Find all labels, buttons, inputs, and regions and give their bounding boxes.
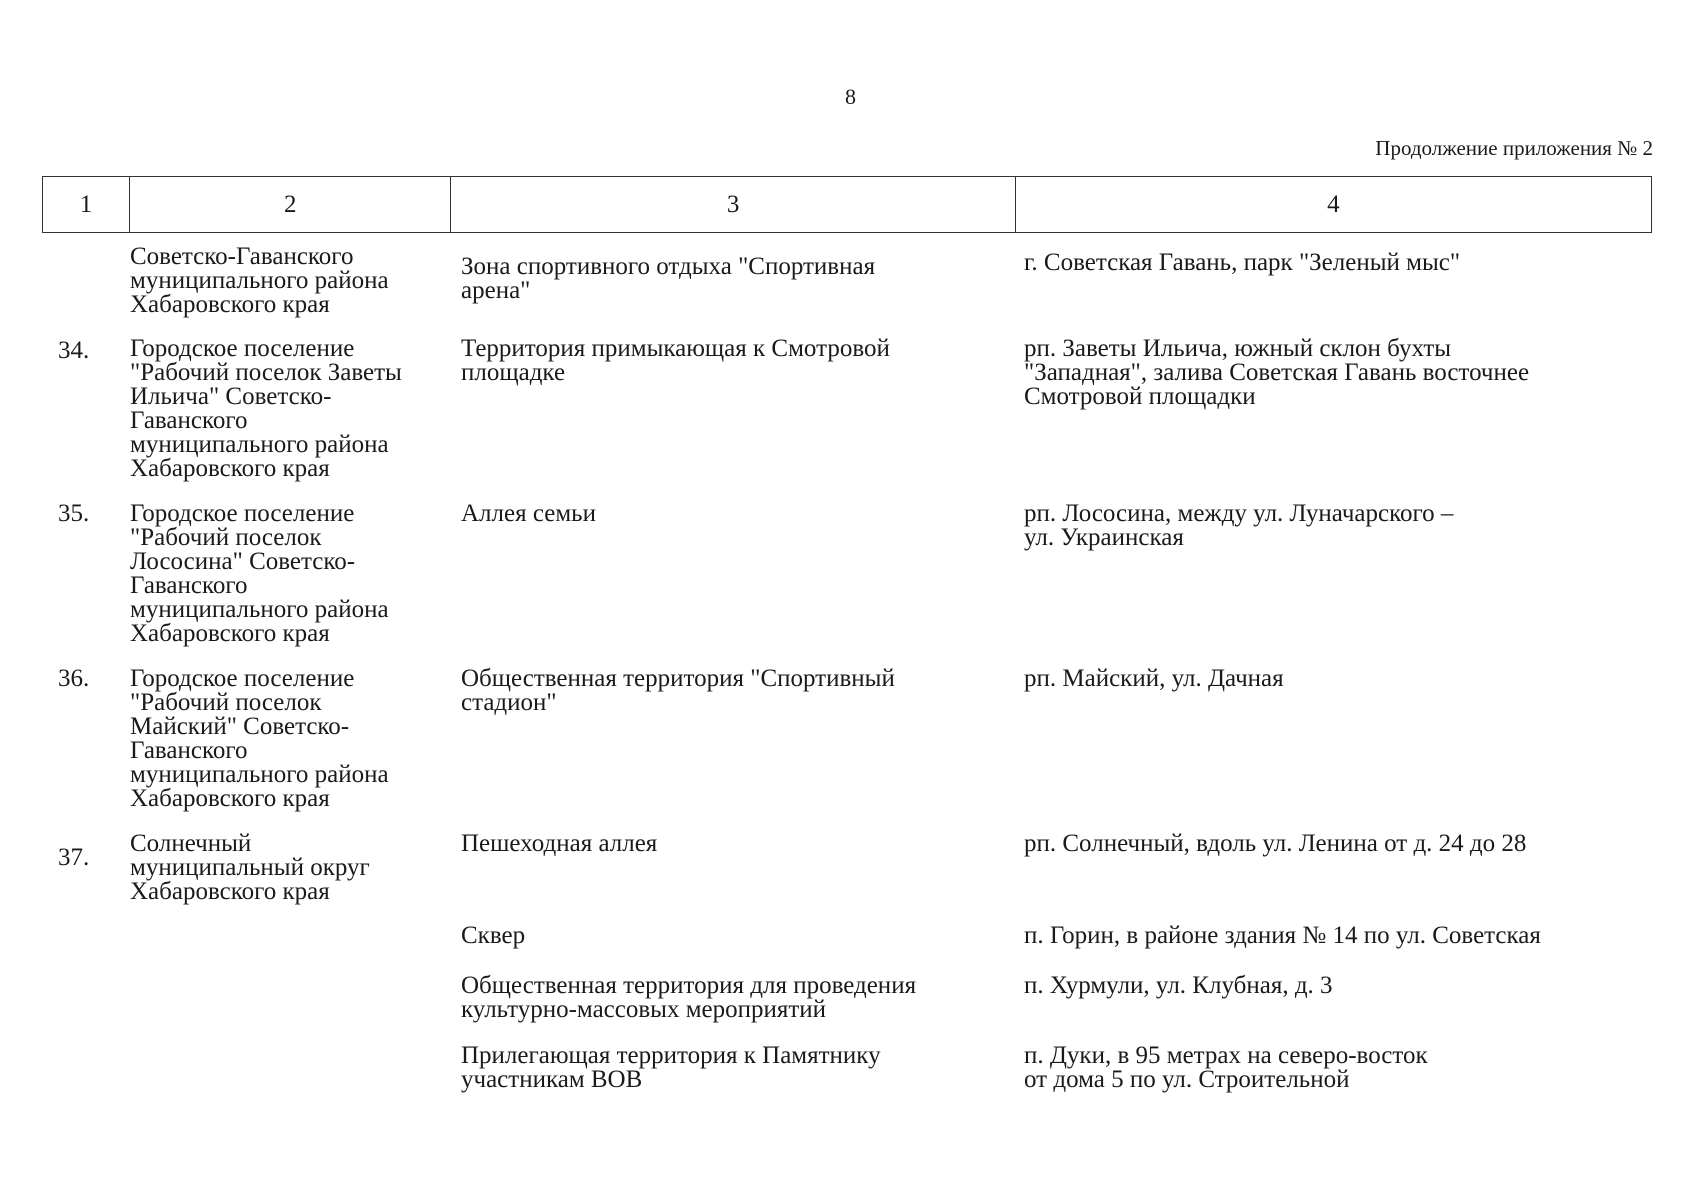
municipality-cell (42, 974, 451, 1044)
municipality-cell: Городское поселение "Рабочий поселок Заветы Ильича" Советско- Гаванского муниципального района Хабаровского края (130, 335, 402, 482)
table-row (42, 245, 1652, 337)
address-cell: г. Советская Гавань, парк "Зеленый мыс" (1024, 249, 1461, 276)
address-cell: рп. Солнечный, вдоль ул. Ленина от д. 24 до 28 (1024, 830, 1527, 857)
object-cell: Аллея семьи (461, 500, 596, 527)
object-cell: Территория примыкающая к Смотровой площадке (461, 335, 890, 386)
object-cell: Пешеходная аллея (461, 830, 658, 857)
appendix-note: Продолжение приложения № 2 (1375, 136, 1653, 160)
address-cell: рп. Лососина, между ул. Луначарского – ул. Украинская (1024, 500, 1454, 551)
table-row (42, 1044, 1652, 1104)
object-cell: Общественная территория для проведения культурно-массовых мероприятий (461, 972, 917, 1023)
table-header (42, 176, 1652, 233)
address-cell: рп. Майский, ул. Дачная (1024, 665, 1284, 692)
object-cell: Сквер (461, 922, 526, 949)
address-cell: п. Горин, в районе здания № 14 по ул. Советская (1024, 922, 1541, 949)
header-col-2: 2 (130, 177, 452, 232)
object-cell: Прилегающая территория к Памятнику участникам ВОВ (461, 1042, 881, 1093)
municipality-cell: Советско-Гаванского муниципального района Хабаровского края (130, 243, 389, 318)
row-number: 34. (58, 337, 90, 364)
address-cell: рп. Заветы Ильича, южный склон бухты "Западная", залива Советская Гавань восточнее Смотровой площадки (1024, 335, 1530, 410)
municipality-cell (42, 924, 451, 974)
header-col-4: 4 (1327, 190, 1340, 218)
municipality-cell: Солнечный муниципальный округ Хабаровского края (130, 830, 370, 905)
address-cell: п. Дуки, в 95 метрах на северо-восток от дома 5 по ул. Строительной (1024, 1042, 1428, 1093)
table-row (42, 667, 1652, 832)
row-number: 35. (58, 500, 90, 527)
table-row (42, 337, 1652, 502)
object-cell: Общественная территория "Спортивный стадион" (461, 665, 895, 716)
table-row (42, 502, 1652, 667)
row-number: 37. (58, 844, 90, 871)
table-row (42, 974, 1652, 1044)
header-col-3: 3 (451, 177, 1015, 232)
table-row (42, 924, 1652, 974)
object-cell: Зона спортивного отдыха "Спортивная арена" (461, 253, 876, 304)
page-number: 8 (845, 84, 856, 109)
table-body (42, 245, 1652, 1104)
row-number: 36. (58, 665, 90, 692)
table-row (42, 832, 1652, 924)
address-cell: п. Хурмули, ул. Клубная, д. 3 (1024, 972, 1333, 999)
municipality-cell (42, 1044, 451, 1104)
header-col-1: 1 (43, 177, 130, 232)
municipality-cell: Городское поселение "Рабочий поселок Лососина" Советско- Гаванского муниципального района Хабаровского края (130, 500, 389, 647)
municipality-cell: Городское поселение "Рабочий поселок Майский" Советско- Гаванского муниципального района Хабаровского края (130, 665, 389, 812)
